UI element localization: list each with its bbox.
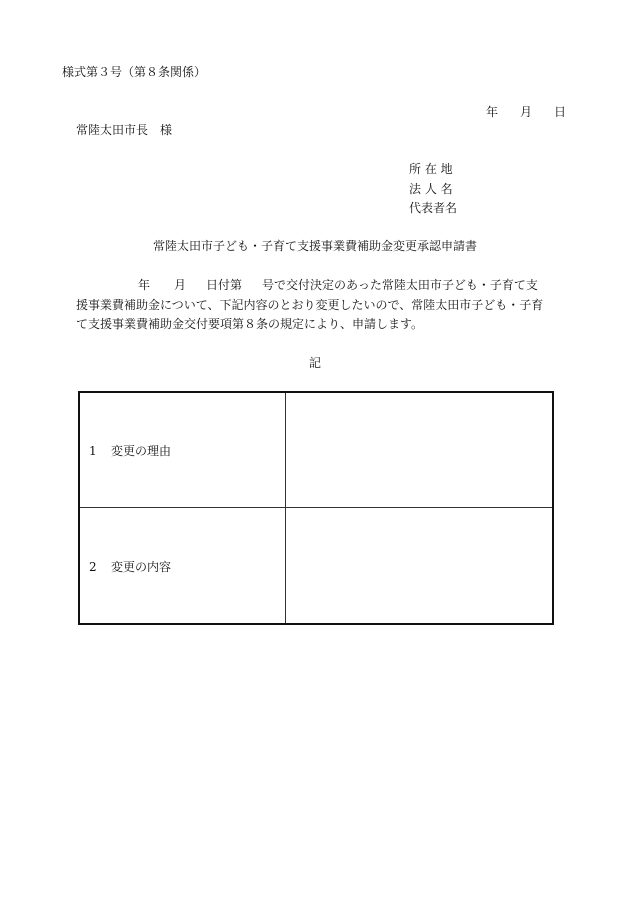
representative-label: 代表者名 [409,201,458,215]
body-line1: 号で交付決定のあった常陸太田市子ども・子育て支 [262,278,538,292]
addressee-name: 常陸太田市長 [76,123,149,137]
body-date-number-label: 日付第 [206,278,243,292]
row-number: 1 [89,444,97,458]
date-year-label: 年 [485,105,498,119]
address-label: 所 在 地 [409,162,453,176]
form-number: 様式第３号（第８条関係） [62,65,207,79]
ki-heading: 記 [308,356,321,370]
body-year-label: 年 [138,278,151,292]
body-line3: て支援事業費補助金交付要項第８条の規定により、申請します。 [76,317,424,331]
date-day-label: 日 [553,105,566,119]
applicant-block [409,163,457,222]
row-label-text: 変更の内容 [111,560,172,574]
body-line2: 援事業費補助金について、下記内容のとおり変更したいので、常陸太田市子ども・子育 [76,297,544,312]
addressee [76,124,172,136]
row-label-content [89,561,171,573]
reason-value-field[interactable] [286,393,552,507]
date-month-label: 月 [519,105,532,119]
document-title: 常陸太田市子ども・子育て支援事業費補助金変更承認申請書 [152,239,477,253]
change-details-table [78,391,554,625]
row-label-text: 変更の理由 [111,444,172,458]
body-month-label: 月 [174,278,187,292]
content-value-field[interactable] [286,508,552,623]
row-number: 2 [89,560,97,574]
body-paragraph [76,276,558,335]
addressee-honorific: 様 [160,123,173,137]
row-label-reason [89,445,171,457]
submission-date [486,106,566,118]
corporation-name-label: 法 人 名 [409,181,453,196]
